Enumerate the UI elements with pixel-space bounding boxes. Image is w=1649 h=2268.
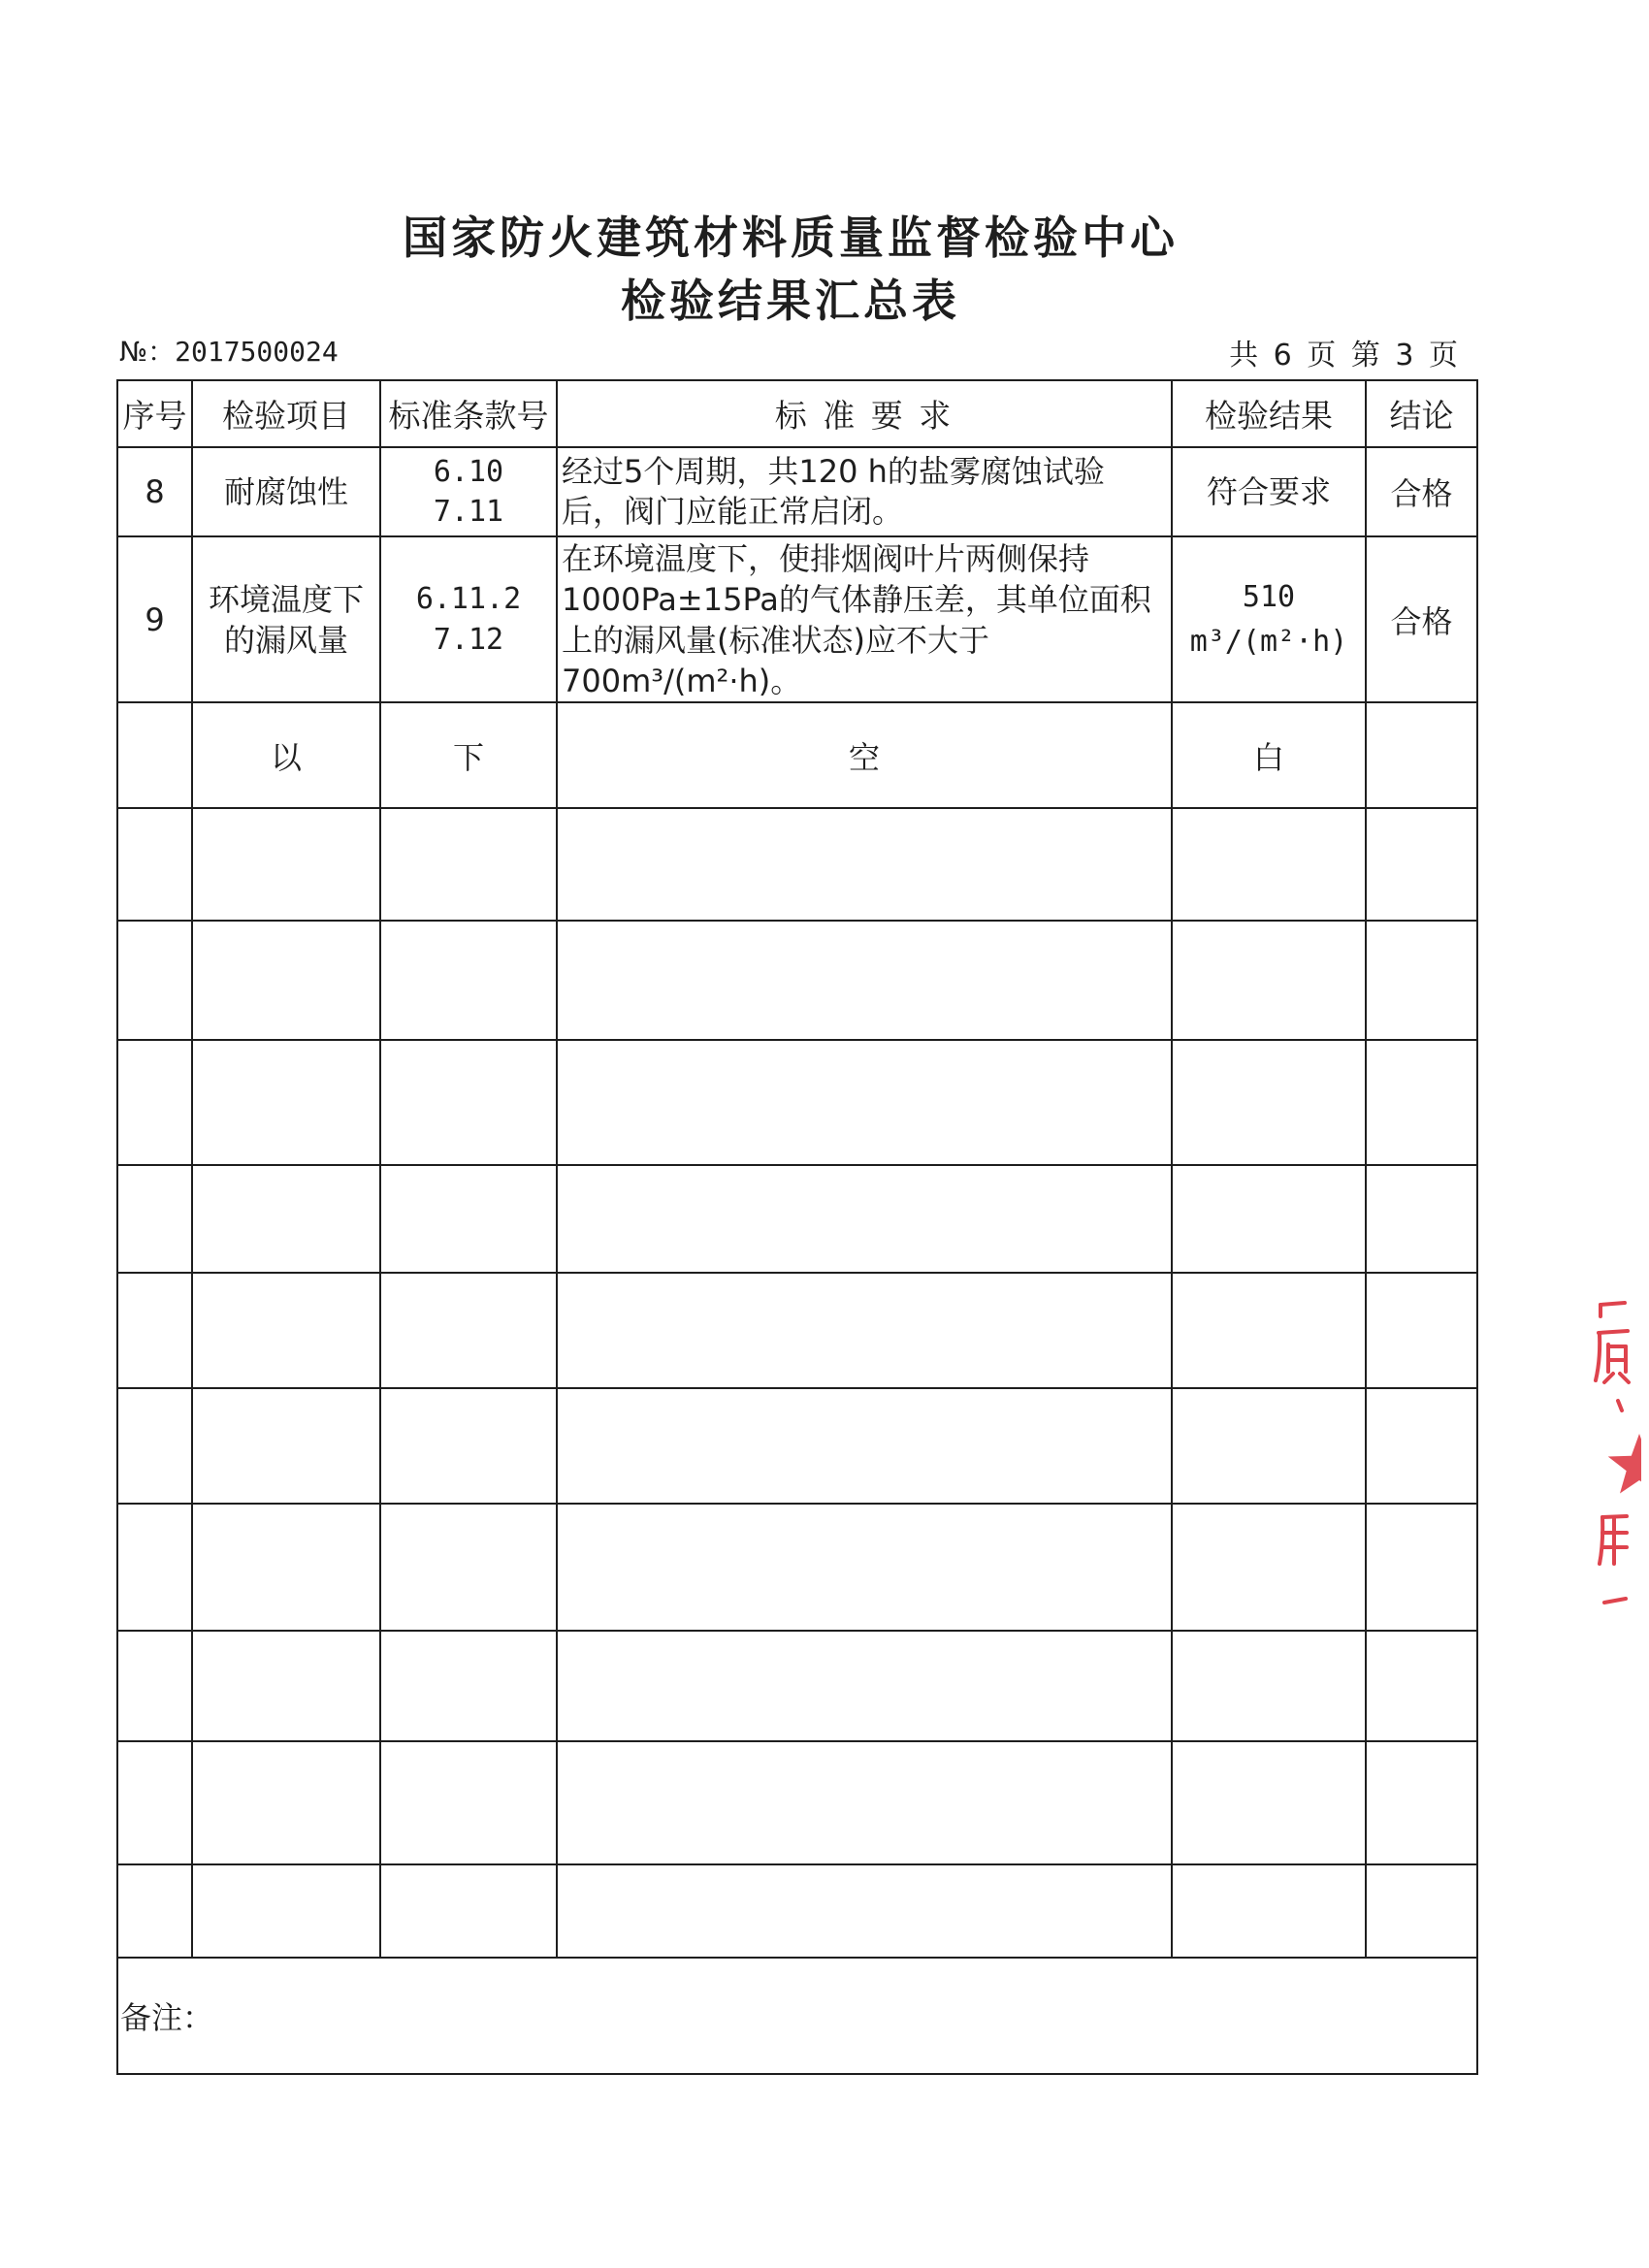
empty-cell [1366, 702, 1477, 808]
empty-cell [192, 1388, 380, 1504]
empty-cell [380, 1504, 557, 1631]
empty-row [117, 1273, 1477, 1388]
empty-cell [557, 1504, 1172, 1631]
table-row [117, 536, 1477, 702]
empty-cell [380, 1864, 557, 1958]
empty-cell [192, 1273, 380, 1388]
empty-cell [1366, 1864, 1477, 1958]
conclusion-cell: 合格 [1366, 447, 1477, 536]
empty-cell [117, 1504, 192, 1631]
empty-cell [192, 921, 380, 1040]
clause-line: 7.11 [433, 495, 504, 529]
empty-cell [192, 1165, 380, 1273]
empty-cell [192, 808, 380, 921]
empty-cell [380, 1388, 557, 1504]
empty-cell [380, 808, 557, 921]
empty-cell [117, 921, 192, 1040]
col-header-no: 序号 [117, 380, 192, 447]
test-item-cell [192, 447, 380, 536]
requirement-line: 在环境温度下，使排烟阀叶片两侧保持 [562, 539, 1090, 577]
remarks-cell [117, 1958, 1477, 2074]
report-number-value: 2017500024 [175, 336, 339, 368]
empty-cell [380, 1631, 557, 1741]
empty-cell [117, 1165, 192, 1273]
empty-cell [557, 1273, 1172, 1388]
empty-cell [1366, 1741, 1477, 1864]
empty-cell [1172, 1504, 1366, 1631]
empty-row [117, 921, 1477, 1040]
requirement-cell [557, 536, 1172, 702]
empty-cell [380, 1165, 557, 1273]
empty-cell [117, 808, 192, 921]
document-subtitle: 检验结果汇总表 [621, 275, 960, 327]
requirement-line: 后，阀门应能正常启闭。 [562, 493, 904, 530]
col-header-requirement: 标 准 要 求 [557, 380, 1172, 447]
report-number-label: №： [119, 336, 176, 368]
remarks-row [117, 1958, 1477, 2074]
empty-cell [557, 1631, 1172, 1741]
blank-marker-char: 白 [1172, 702, 1366, 808]
test-item-line: 的漏风量 [223, 621, 348, 659]
document-title: 国家防火建筑材料质量监督检验中心 [403, 211, 1179, 264]
empty-row [117, 808, 1477, 921]
clause-line: 7.12 [433, 622, 504, 657]
empty-cell [380, 1040, 557, 1165]
table-header-row [117, 380, 1477, 447]
empty-cell [1172, 1165, 1366, 1273]
empty-cell [117, 1040, 192, 1165]
test-item-cell [192, 536, 380, 702]
empty-cell [1172, 1388, 1366, 1504]
seal-fragment [1583, 1290, 1641, 1620]
empty-row [117, 1631, 1477, 1741]
empty-cell [557, 808, 1172, 921]
empty-row [117, 1165, 1477, 1273]
empty-cell [117, 1388, 192, 1504]
requirement-line: 700m³/(m²·h)。 [562, 662, 802, 699]
empty-cell [1366, 1273, 1477, 1388]
empty-cell [117, 1741, 192, 1864]
blank-marker-row [117, 702, 1477, 808]
result-unit: m³/(m²·h) [1189, 624, 1348, 659]
empty-row [117, 1040, 1477, 1165]
col-header-test-item: 检验项目 [192, 380, 380, 447]
empty-cell [1172, 1631, 1366, 1741]
clause-line: 6.11.2 [415, 581, 522, 616]
empty-cell [1172, 1040, 1366, 1165]
empty-cell [1172, 1273, 1366, 1388]
test-item-line: 耐腐蚀性 [223, 472, 348, 510]
conclusion-cell: 合格 [1366, 536, 1477, 702]
table-head [117, 380, 1477, 447]
blank-marker-char: 空 [557, 702, 1172, 808]
empty-cell [117, 702, 192, 808]
empty-cell [557, 1165, 1172, 1273]
empty-cell [1366, 808, 1477, 921]
result-cell [1172, 447, 1366, 536]
row-number: 8 [117, 447, 192, 536]
empty-cell [1172, 1864, 1366, 1958]
empty-cell [1172, 1741, 1366, 1864]
empty-row [117, 1504, 1477, 1631]
col-header-result: 检验结果 [1172, 380, 1366, 447]
empty-row [117, 1864, 1477, 1958]
empty-cell [1366, 1388, 1477, 1504]
empty-cell [380, 1273, 557, 1388]
empty-cell [557, 1741, 1172, 1864]
empty-row [117, 1741, 1477, 1864]
empty-cell [1366, 921, 1477, 1040]
remarks-label: 备注： [120, 1999, 214, 2036]
empty-cell [117, 1864, 192, 1958]
clause-cell [380, 447, 557, 536]
empty-cell [557, 1388, 1172, 1504]
empty-cell [192, 1040, 380, 1165]
col-header-conclusion: 结论 [1366, 380, 1477, 447]
empty-cell [557, 1040, 1172, 1165]
empty-cell [192, 1631, 380, 1741]
empty-cell [557, 921, 1172, 1040]
empty-cell [1366, 1504, 1477, 1631]
empty-cell [192, 1864, 380, 1958]
blank-marker-char: 以 [192, 702, 380, 808]
result-line: 符合要求 [1206, 472, 1331, 510]
empty-cell [1366, 1631, 1477, 1741]
clause-line: 6.10 [433, 455, 504, 489]
test-item-line: 环境温度下 [208, 580, 364, 618]
empty-cell [380, 921, 557, 1040]
blank-marker-char: 下 [380, 702, 557, 808]
report-number [119, 335, 339, 370]
empty-cell [192, 1504, 380, 1631]
requirement-line: 上的漏风量(标准状态)应不大于 [562, 621, 989, 659]
empty-cell [192, 1741, 380, 1864]
empty-cell [1172, 808, 1366, 921]
empty-cell [557, 1864, 1172, 1958]
row-number: 9 [117, 536, 192, 702]
empty-cell [1366, 1165, 1477, 1273]
empty-row [117, 1388, 1477, 1504]
empty-cell [117, 1631, 192, 1741]
requirement-line: 1000Pa±15Pa的气体静压差，其单位面积 [562, 580, 1151, 618]
table-body [117, 447, 1477, 2074]
empty-cell [1366, 1040, 1477, 1165]
empty-cell [117, 1273, 192, 1388]
result-value: 510 [1242, 579, 1296, 614]
requirement-cell [557, 447, 1172, 536]
table-row [117, 447, 1477, 536]
page-info: 共 6 页 第 3 页 [1229, 339, 1461, 373]
empty-cell [1172, 921, 1366, 1040]
results-summary-table [116, 379, 1478, 2075]
empty-cell [380, 1741, 557, 1864]
result-cell [1172, 536, 1366, 702]
requirement-line: 经过5个周期，共120 h的盐雾腐蚀试验 [562, 453, 1105, 490]
col-header-clause: 标准条款号 [380, 380, 557, 447]
clause-cell [380, 536, 557, 702]
